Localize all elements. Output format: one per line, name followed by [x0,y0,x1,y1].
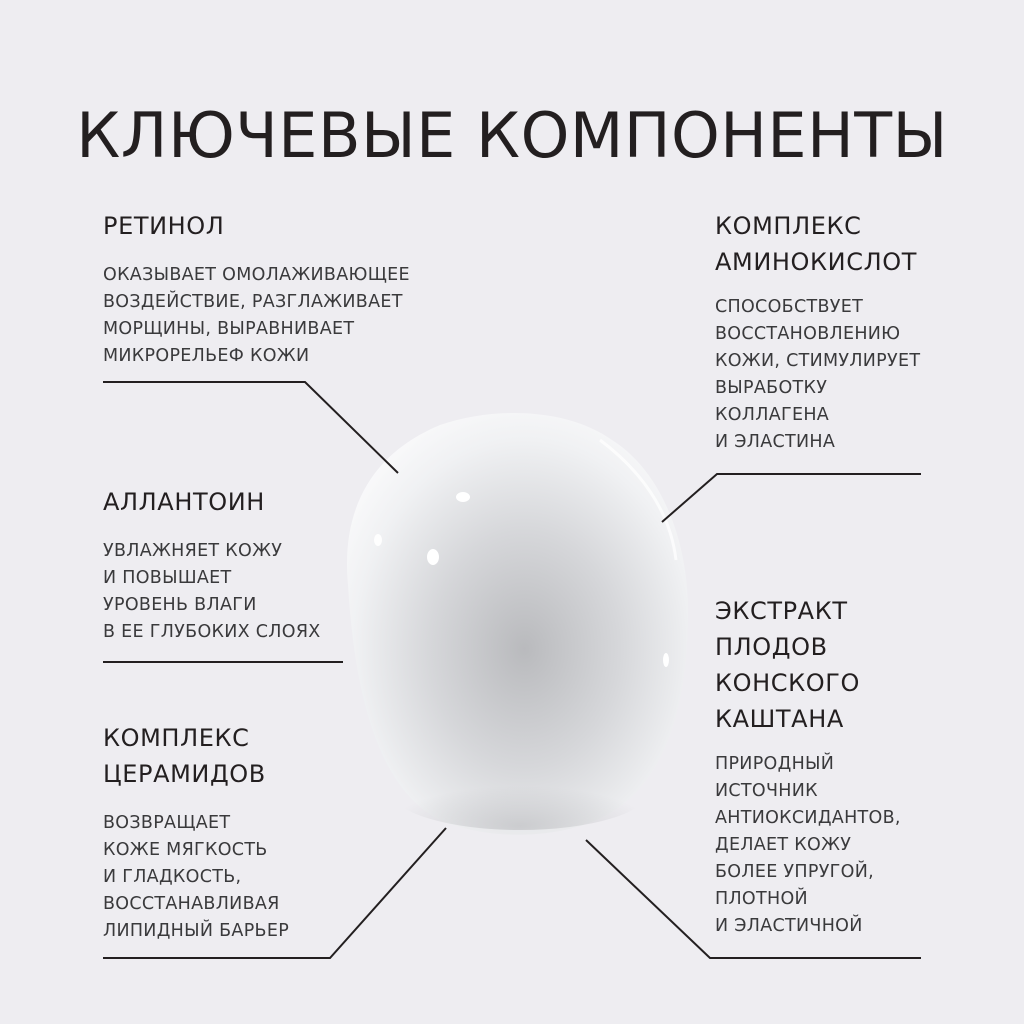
component-description: УВЛАЖНЯЕТ КОЖУ И ПОВЫШАЕТ УРОВЕНЬ ВЛАГИ В ЕЕ ГЛУБОКИХ СЛОЯХ [103,541,321,642]
component-heading: АЛЛАНТОИН [103,488,265,516]
component-heading: ЭКСТРАКТ ПЛОДОВ КОНСКОГО КАШТАНА [715,597,860,733]
component-description: ВОЗВРАЩАЕТ КОЖЕ МЯГКОСТЬ И ГЛАДКОСТЬ, ВОССТАНАВЛИВАЯ ЛИПИДНЫЙ БАРЬЕР [103,813,290,941]
component-description: СПОСОБСТВУЕТ ВОССТАНОВЛЕНИЮ КОЖИ, СТИМУЛИРУЕТ ВЫРАБОТКУ КОЛЛАГЕНА И ЭЛАСТИНА [715,297,921,452]
component-amino-acids [715,208,1015,456]
connector-line-amino [662,474,921,522]
component-ceramides [103,720,433,945]
component-description: ПРИРОДНЫЙ ИСТОЧНИК АНТИОКСИДАНТОВ, ДЕЛАЕТ КОЖУ БОЛЕЕ УПРУГОЙ, ПЛОТНОЙ И ЭЛАСТИЧНОЙ [715,754,901,936]
component-heading: КОМПЛЕКС АМИНОКИСЛОТ [715,212,917,276]
cream-highlight [663,653,669,667]
page-title: КЛЮЧЕВЫЕ КОМПОНЕНТЫ [76,99,948,172]
component-description: ОКАЗЫВАЕТ ОМОЛАЖИВАЮЩЕЕ ВОЗДЕЙСТВИЕ, РАЗГЛАЖИВАЕТ МОРЩИНЫ, ВЫРАВНИВАЕТ МИКРОРЕЛЬЕФ КОЖИ [103,265,410,366]
component-allantoin [103,484,433,646]
component-chestnut-extract [715,593,1015,940]
component-retinol [103,208,433,370]
connector-line-retinol [103,382,398,473]
cream-highlight [456,492,470,502]
component-heading: РЕТИНОЛ [103,212,225,240]
component-heading: КОМПЛЕКС ЦЕРАМИДОВ [103,724,266,788]
